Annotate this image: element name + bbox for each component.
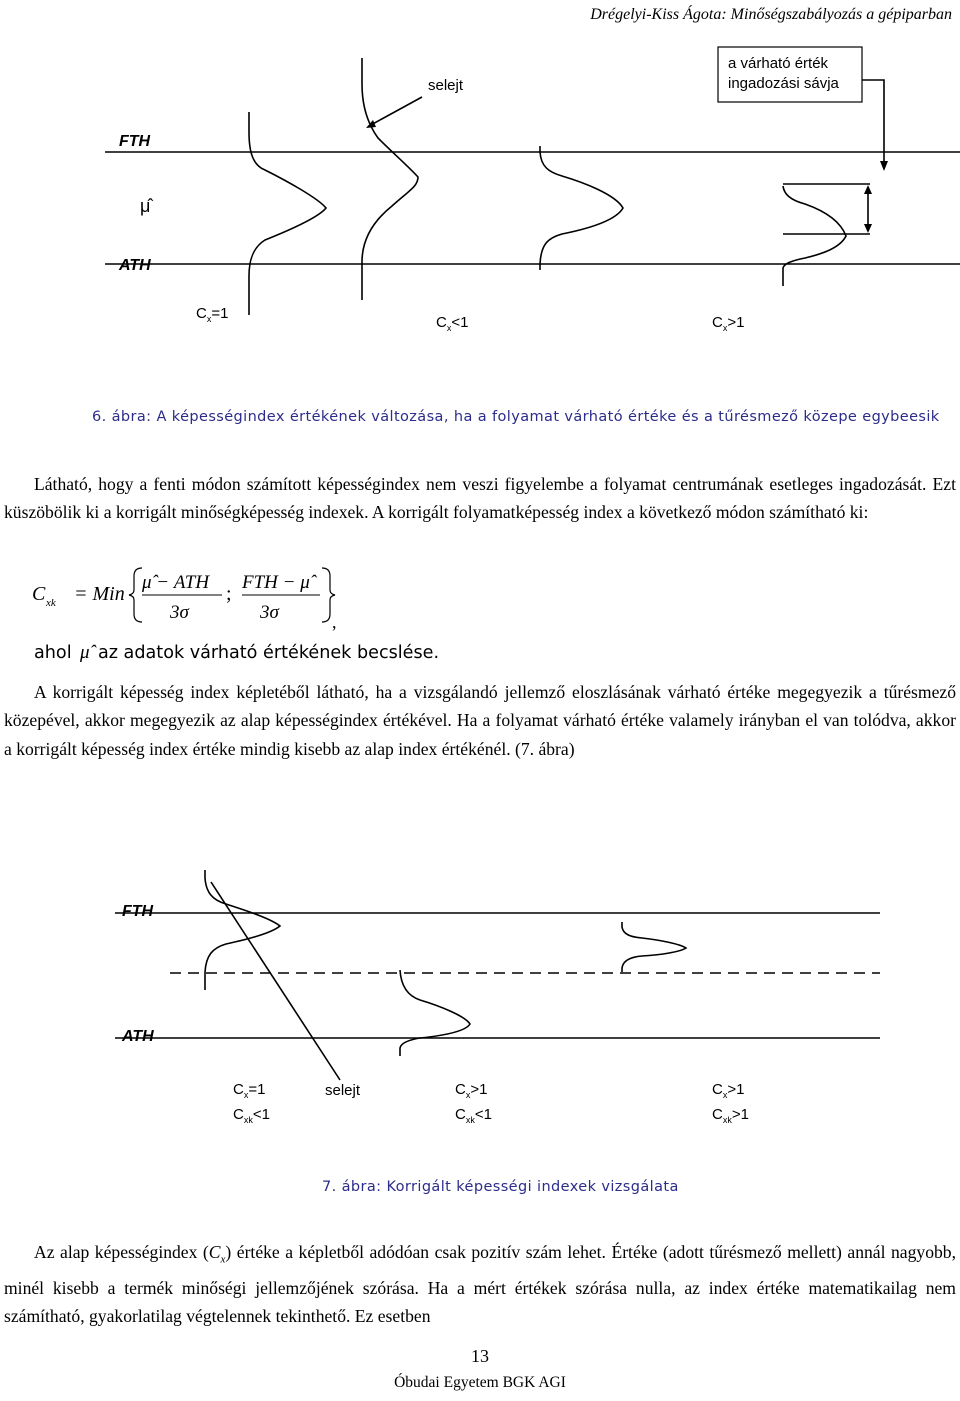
callout-text <box>728 54 839 94</box>
case-label-cx-lt-1: $C_x<1$ <box>436 314 469 333</box>
case-label-cx-gt-1: $C_x>1$ <box>712 314 745 333</box>
paragraph-2: A korrigált képesség index képletéből látható, ha a vizsgálandó jellemző eloszlásának várható értéke megegyezik a tűrésmező közepével, akkor megegyezik az alap képességindex értékével. Ha a folyamat várható értéke valamely irányban el van tolódva, akkor a korrigált képesség index értéke mindig kisebb az alap index értékénél. (7. ábra) <box>4 682 956 759</box>
svg-text:xk: xk <box>46 597 56 609</box>
distribution-curve-3 <box>540 146 623 270</box>
svg-text:,: , <box>332 612 337 632</box>
distribution-curve-fig7-3 <box>622 922 686 972</box>
case-label-fig7-1: $C_x=1$ $C_{xk}<1$ <box>233 1081 270 1125</box>
case-label-fig7-3: $C_x>1$ $C_{xk}>1$ <box>712 1081 749 1125</box>
callout-line-1: a várható érték <box>728 55 829 72</box>
svg-text:;: ; <box>226 583 232 605</box>
formula-note: ahol μ̂ az adatok várható értékének becslése. <box>34 642 440 663</box>
mu-label-fig6: μ̂ <box>140 196 151 216</box>
running-header: Drégelyi-Kiss Ágota: Minőségszabályozás a gépiparban <box>590 6 952 23</box>
svg-text:C: C <box>32 583 46 605</box>
ath-label-fig7: ATH <box>122 1028 154 1045</box>
case-label-cx-eq-1: $C_x=1$ <box>196 305 229 324</box>
formula-cxk <box>30 562 370 632</box>
distribution-curve-fig7-2 <box>400 970 470 1056</box>
paragraph-3: Az alap képességindex $(C_x)$ értéke a képletből adódóan csak pozitív szám lehet. Értéke (adott tűrésmező mellett) annál nagyobb, minél kisebb a termék minőségi jellemzőjének szórása. Ha a mért értékek szórása nulla, az index értéke matematikailag nem számítható, gyakorlatilag végtelennek tekinthető. Ez esetben <box>4 1242 956 1327</box>
case-label-fig7-2: $C_x>1$ $C_{xk}<1$ <box>455 1081 492 1125</box>
distribution-curve-4 <box>783 186 846 286</box>
paragraph-1: Látható, hogy a fenti módon számított képességindex nem veszi figyelembe a folyamat centrumának esetleges ingadozását. Ezt küszöbölik ki a korrigált minőségképesség indexek. A korrigált folyamatképesség index a következő módon számítható ki: <box>4 474 956 523</box>
svg-text:μ̂ − ATH: μ̂ − ATH <box>142 572 210 593</box>
svg-text:3σ: 3σ <box>260 602 279 623</box>
figure-6-caption: 6. ábra: A képességindex értékének változása, ha a folyamat várható értéke és a tűrésmező közepe egybeesik <box>92 409 940 425</box>
svg-text:FTH − μ̂: FTH − μ̂ <box>242 572 310 593</box>
svg-text:= Min: = Min <box>74 583 125 605</box>
figure-7-caption: 7. ábra: Korrigált képességi indexek vizsgálata <box>322 1179 679 1195</box>
selejt-pointer <box>369 97 422 126</box>
selejt-pointer-fig7 <box>211 882 340 1080</box>
fth-label-fig6: FTH <box>119 133 151 150</box>
page-number: 13 <box>471 1346 489 1366</box>
footer-institution: Óbudai Egyetem BGK AGI <box>394 1374 566 1391</box>
fth-label-fig7: FTH <box>122 903 154 920</box>
svg-text:3σ: 3σ <box>170 602 189 623</box>
ath-label-fig6: ATH <box>119 257 151 274</box>
distribution-curve-2 <box>249 112 326 315</box>
selejt-label-fig7: selejt <box>325 1082 361 1099</box>
selejt-label-fig6: selejt <box>428 77 464 94</box>
callout-line-2: ingadozási sávja <box>728 75 839 92</box>
